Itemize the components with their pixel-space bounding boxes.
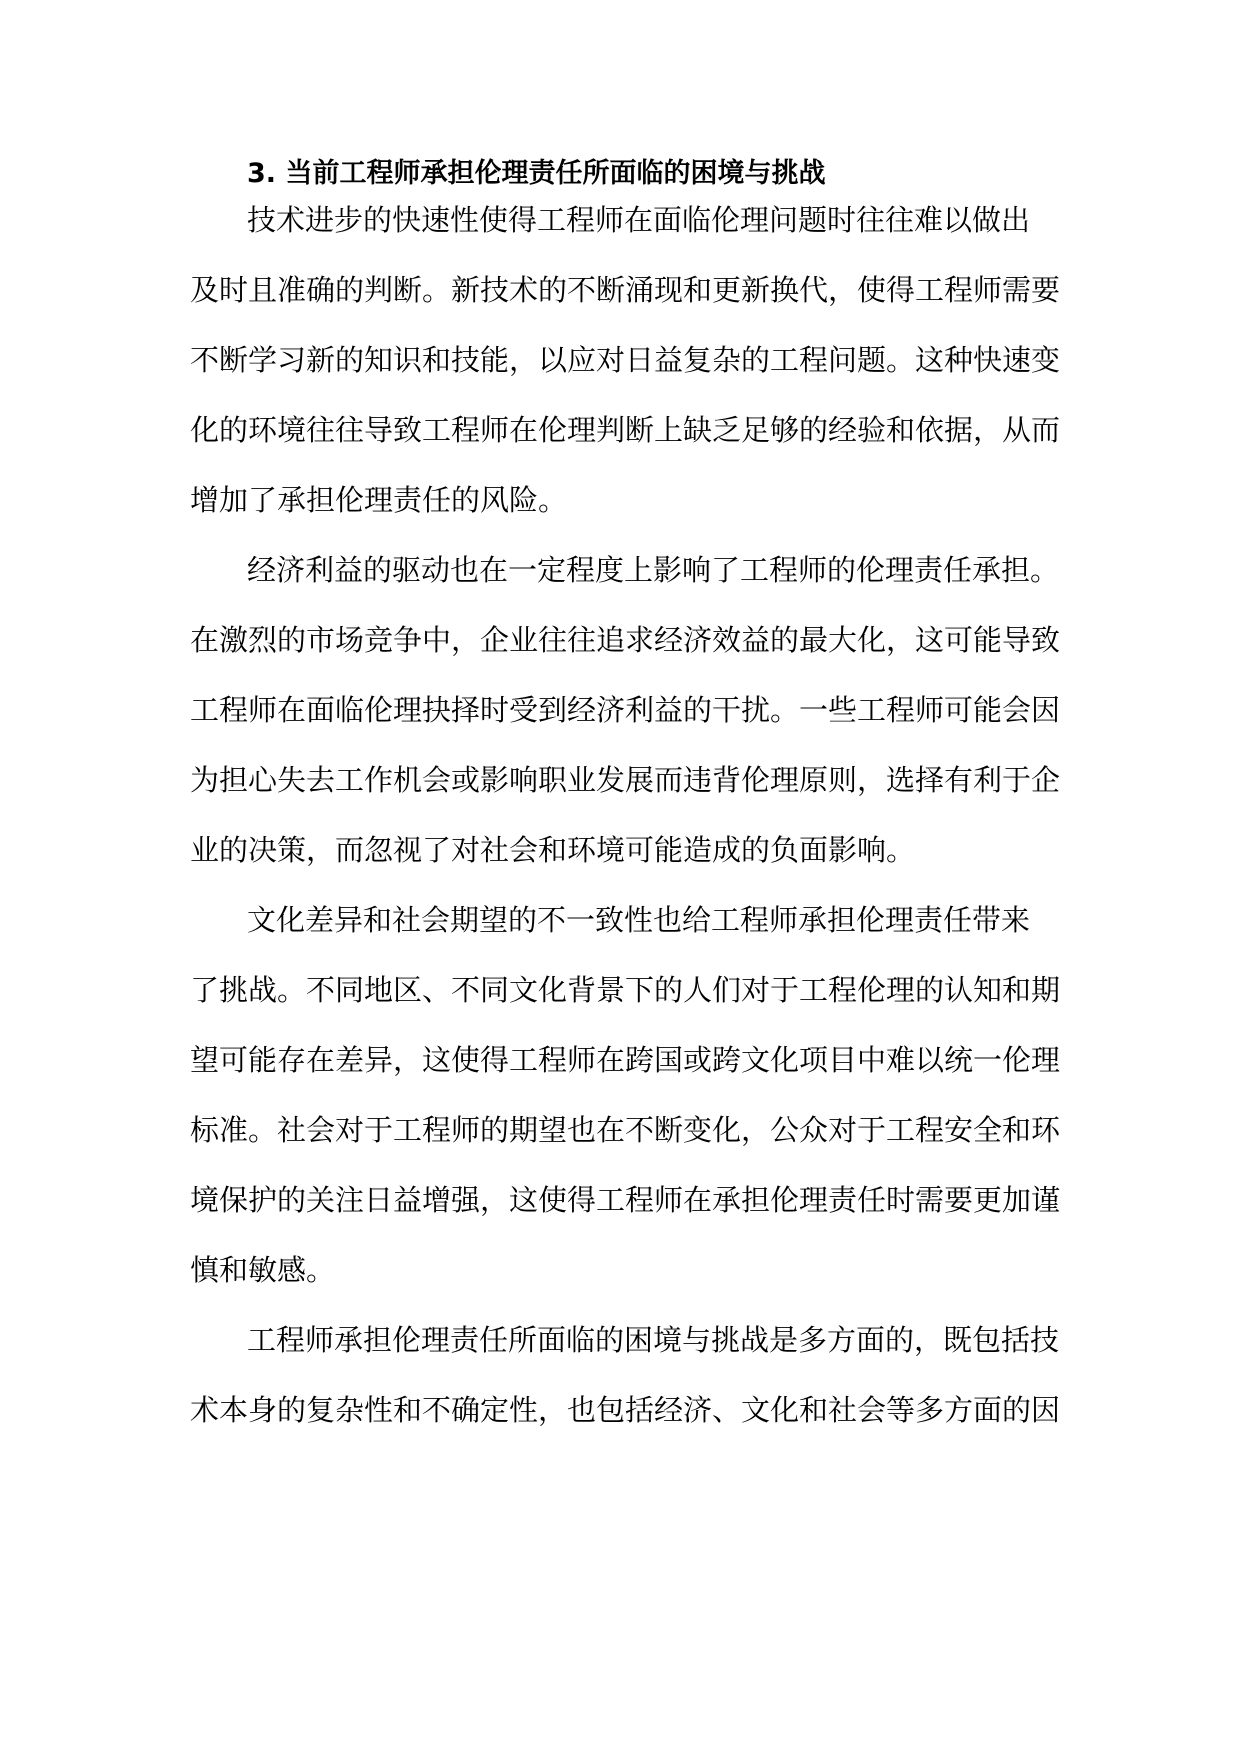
section-heading: 3. 当前工程师承担伦理责任所面临的困境与挑战: [247, 158, 826, 189]
paragraph-1-line-2: 及时且准确的判断。新技术的不断涌现和更新换代，使得工程师需要: [190, 273, 1061, 307]
paragraph-2-line-4: 为担心失去工作机会或影响职业发展而违背伦理原则，选择有利于企: [190, 763, 1061, 797]
paragraph-3-line-2: 了挑战。不同地区、不同文化背景下的人们对于工程伦理的认知和期: [190, 973, 1061, 1007]
paragraph-3-line-1: 文化差异和社会期望的不一致性也给工程师承担伦理责任带来: [247, 903, 1031, 937]
paragraph-1-line-3: 不断学习新的知识和技能，以应对日益复杂的工程问题。这种快速变: [190, 343, 1061, 377]
paragraph-1-line-5: 增加了承担伦理责任的风险。: [190, 483, 568, 517]
paragraph-2-line-1: 经济利益的驱动也在一定程度上影响了工程师的伦理责任承担。: [247, 553, 1060, 587]
paragraph-4-line-1: 工程师承担伦理责任所面临的困境与挑战是多方面的，既包括技: [247, 1323, 1060, 1357]
paragraph-1-line-4: 化的环境往往导致工程师在伦理判断上缺乏足够的经验和依据，从而: [190, 413, 1061, 447]
paragraph-1-line-1: 技术进步的快速性使得工程师在面临伦理问题时往往难以做出: [247, 203, 1031, 237]
paragraph-2-line-2: 在激烈的市场竞争中，企业往往追求经济效益的最大化，这可能导致: [190, 623, 1061, 657]
paragraph-3-line-6: 慎和敏感。: [190, 1253, 336, 1287]
paragraph-2-line-3: 工程师在面临伦理抉择时受到经济利益的干扰。一些工程师可能会因: [190, 693, 1061, 727]
paragraph-3-line-3: 望可能存在差异，这使得工程师在跨国或跨文化项目中难以统一伦理: [190, 1043, 1061, 1077]
paragraph-3-line-4: 标准。社会对于工程师的期望也在不断变化，公众对于工程安全和环: [190, 1113, 1061, 1147]
paragraph-3-line-5: 境保护的关注日益增强，这使得工程师在承担伦理责任时需要更加谨: [190, 1183, 1061, 1217]
paragraph-2-line-5: 业的决策，而忽视了对社会和环境可能造成的负面影响。: [190, 833, 916, 867]
paragraph-4-line-2: 术本身的复杂性和不确定性，也包括经济、文化和社会等多方面的因: [190, 1393, 1061, 1427]
